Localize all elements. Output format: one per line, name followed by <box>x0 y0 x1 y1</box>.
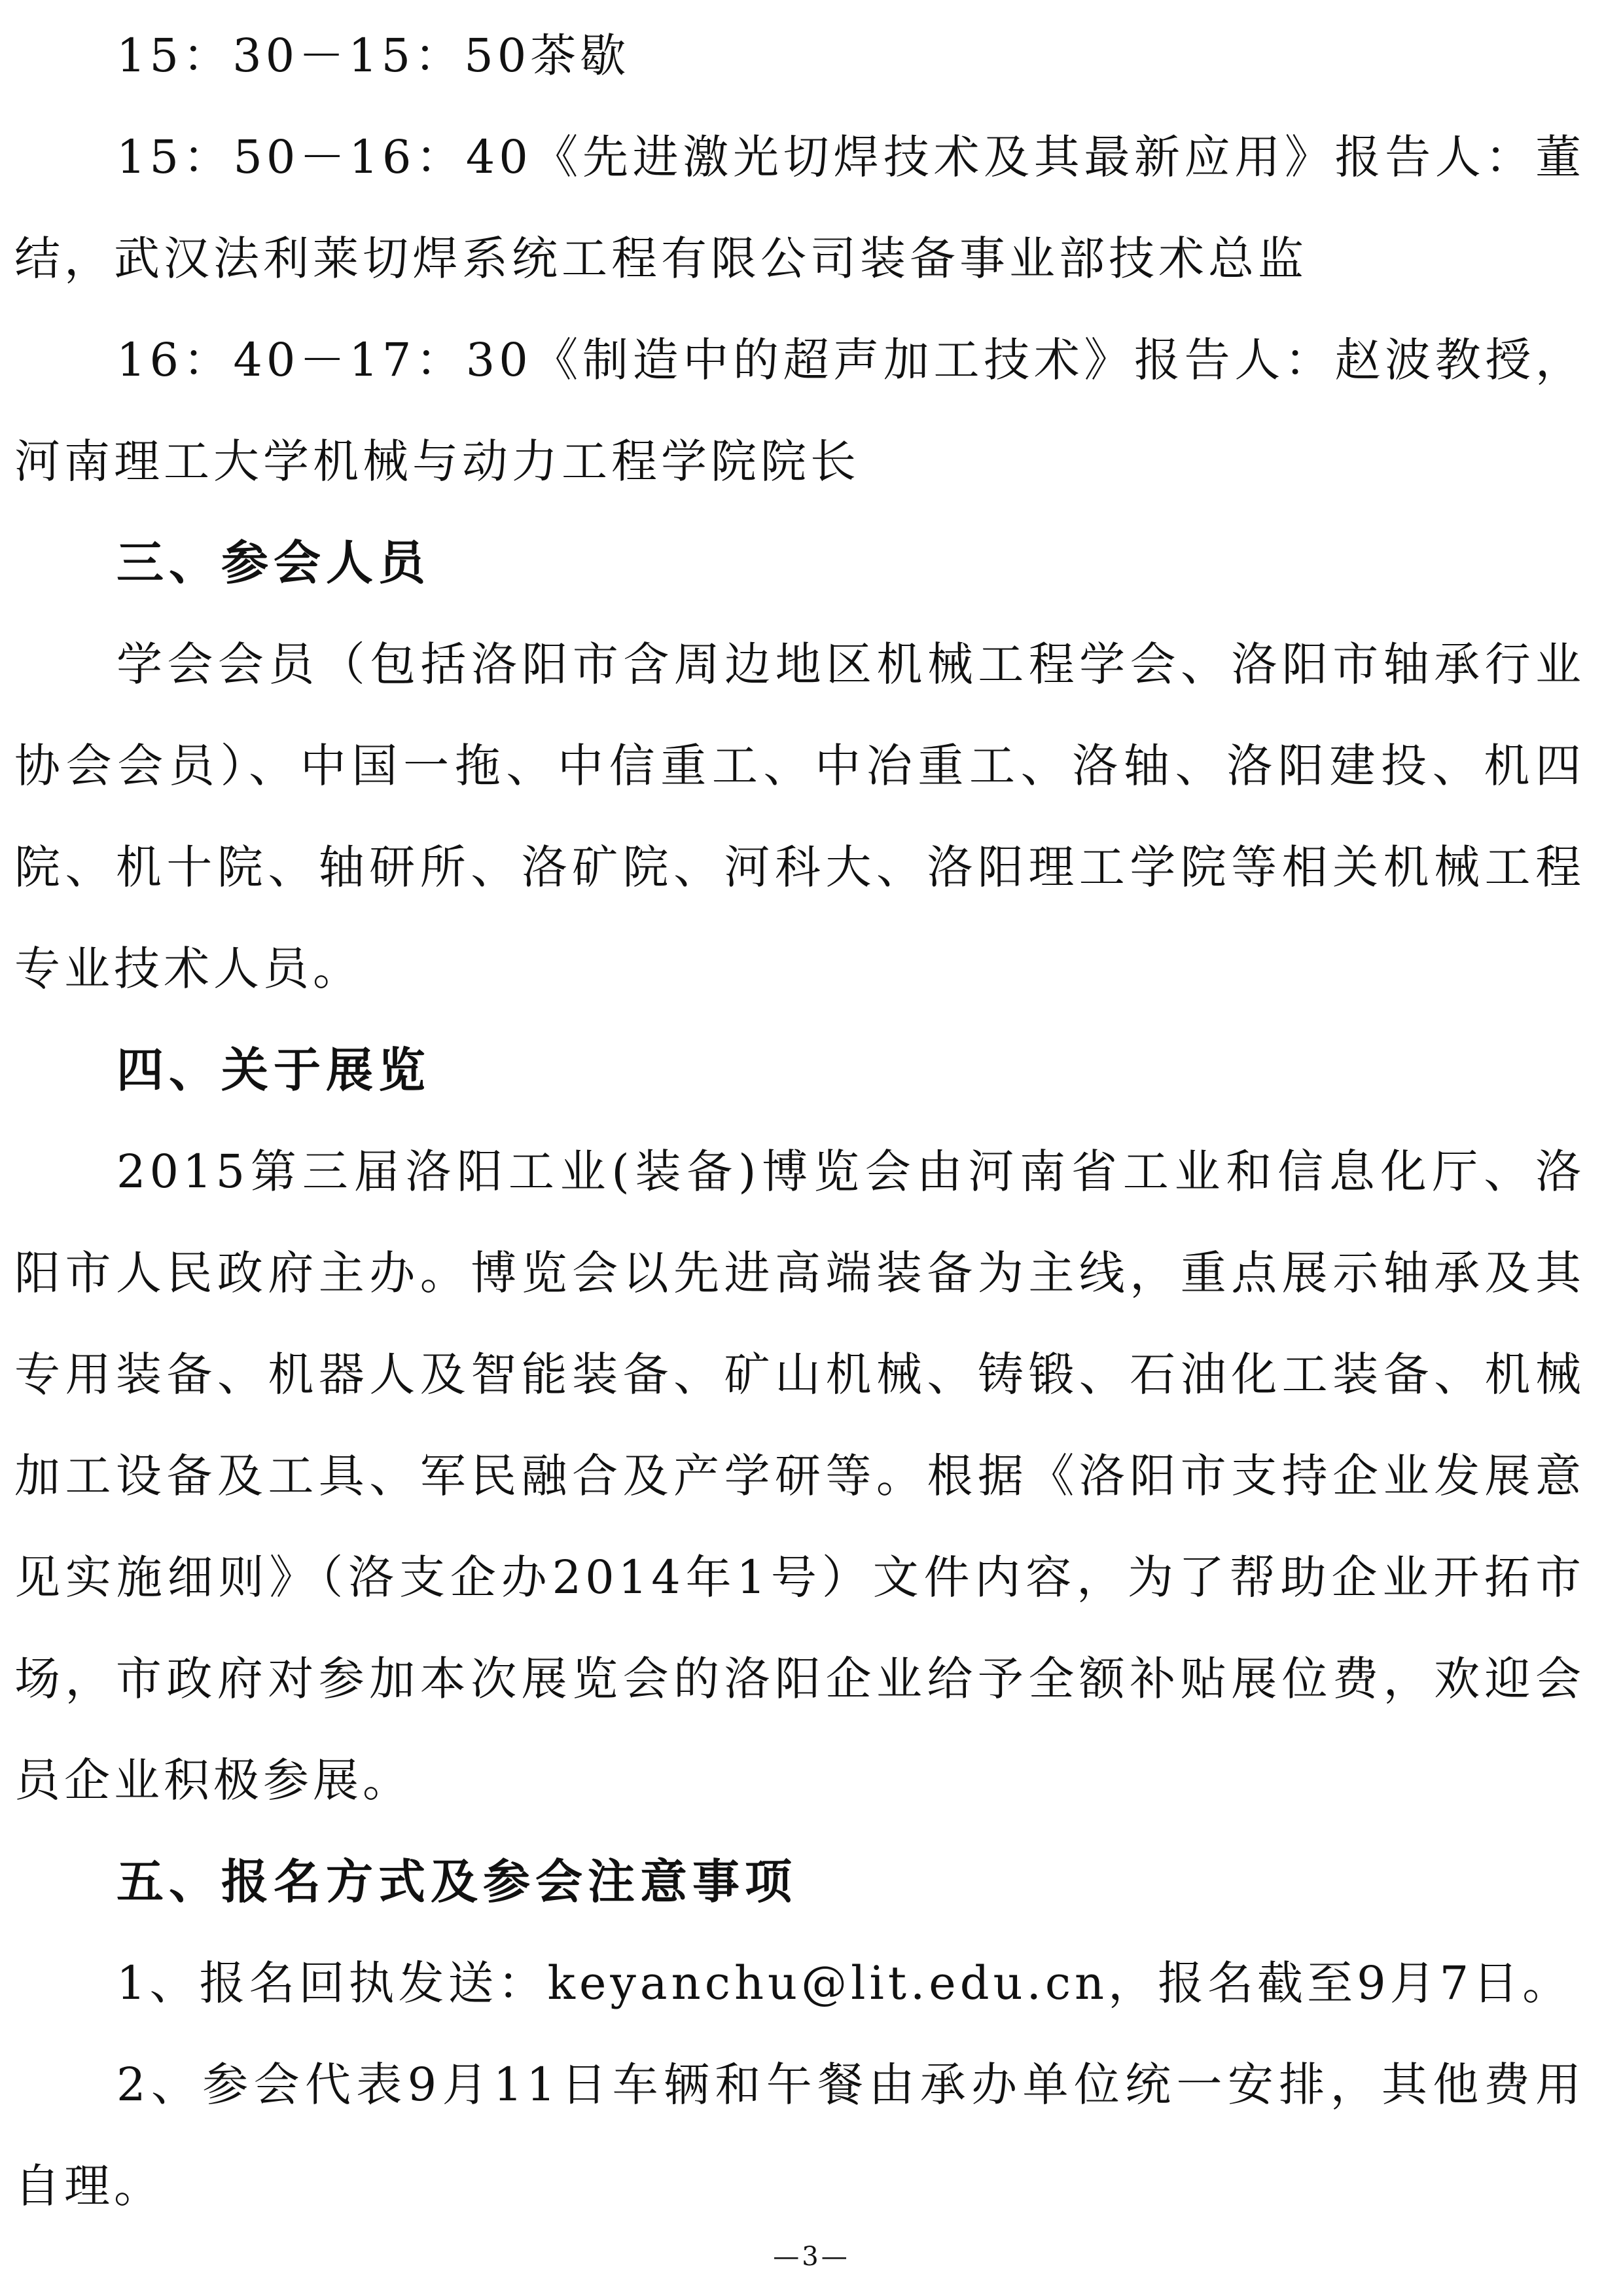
section-heading-attendees: 三、参会人员 <box>116 535 431 590</box>
section-heading-exhibition: 四、关于展览 <box>116 1043 431 1098</box>
registration-item-expenses: 2、参会代表9月11日车辆和午餐由承办单位统一安排，其他费用自理。 <box>14 2058 1585 2213</box>
section-heading-registration: 五、报名方式及参会注意事项 <box>116 1854 798 1909</box>
document-page <box>14 5 1585 2237</box>
exhibition-paragraph: 2015第三届洛阳工业(装备)博览会由河南省工业和信息化厅、洛阳市人民政府主办。博览会以先进高端装备为主线，重点展示轴承及其专用装备、机器人及智能装备、矿山机械、铸锻、石油化工装备、机械加工设备及工具、军民融合及产学研等。根据《洛阳市支持企业发展意见实施细则》（洛支企办2014年1号）文件内容，为了帮助企业开拓市场，市政府对参加本次展览会的洛阳企业给予全额补贴展位费，欢迎会员企业积极参展。 <box>14 1145 1585 1807</box>
schedule-item-laser-talk: 15：50－16：40《先进激光切焊技术及其最新应用》报告人：董结，武汉法利莱切焊系统工程有限公司装备事业部技术总监 <box>14 130 1585 285</box>
schedule-item-ultrasonic-talk: 16：40－17：30《制造中的超声加工技术》报告人：赵波教授，河南理工大学机械与动力工程学院院长 <box>14 333 1585 488</box>
attendees-paragraph: 学会会员（包括洛阳市含周边地区机械工程学会、洛阳市轴承行业协会会员）、中国一拖、中信重工、中冶重工、洛轴、洛阳建投、机四院、机十院、轴研所、洛矿院、河科大、洛阳理工学院等相关机械工程专业技术人员。 <box>14 637 1585 996</box>
page-number: —3— <box>773 2242 850 2272</box>
registration-item-email: 1、报名回执发送：keyanchu@lit.edu.cn，报名截至9月7日。 <box>116 1956 1573 2010</box>
schedule-item-tea-break: 15：30－15：50茶歇 <box>116 29 630 82</box>
